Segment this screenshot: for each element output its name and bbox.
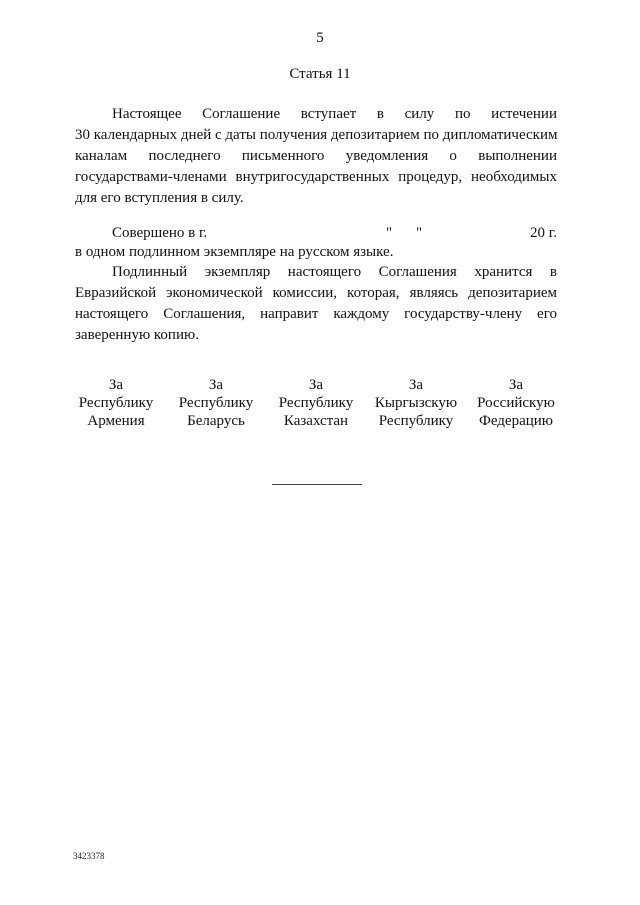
signature-country-line1: Республику [178,395,254,411]
paragraph-line: для его вступления в силу. [75,190,244,206]
entry-into-force-paragraph [75,104,557,209]
signature-country-line1: Российскую [477,395,555,411]
date-quote-open: " [386,225,393,241]
signature-belarus [166,376,266,430]
document-code: 3423378 [73,851,105,861]
signature-country-line2: Армения [87,413,145,429]
signature-for: За [408,377,424,393]
signature-country-line2: Беларусь [187,413,245,429]
page-number: 5 [316,30,324,46]
signature-country-line2: Федерацию [478,413,554,429]
language-line: в одном подлинном экземпляре на русском языке. [75,244,394,260]
paragraph-line: заверенную копию. [75,327,199,343]
date-quote-close: " [416,225,423,241]
signature-country-line2: Республику [378,413,454,429]
signature-for: За [208,377,224,393]
paragraph-line: настоящего Соглашения, направит каждому государству-члену его [75,306,557,322]
signature-country-line1: Республику [78,395,154,411]
paragraph-line: Евразийской экономической комиссии, которая, являясь депозитарием [75,285,557,301]
paragraph-line: Настоящее Соглашение вступает в силу по истечении [112,106,557,122]
signature-blocks [66,376,566,430]
year-text: 20 г. [530,225,557,241]
done-at-text: Совершено в г. [112,225,208,241]
signature-country-line1: Кыргызскую [374,395,458,411]
paragraph-line: каналам последнего письменного уведомления о выполнении [75,148,557,164]
article-title: Статья 11 [289,66,351,82]
depositary-paragraph [75,262,557,346]
signature-country-line2: Казахстан [283,413,349,429]
paragraph-line: государствами-членами внутригосударственных процедур, необходимых [75,169,557,185]
signature-for: За [308,377,324,393]
signature-russia [466,376,566,430]
paragraph-line: 30 календарных дней с даты получения депозитарием по дипломатическим [75,127,558,143]
signature-kazakhstan [266,376,366,430]
signature-kyrgyzstan [366,376,466,430]
signature-for: За [108,377,124,393]
done-at-line [112,223,557,244]
paragraph-line: Подлинный экземпляр настоящего Соглашения хранится в [112,264,557,280]
end-divider [272,484,362,485]
signature-country-line1: Республику [278,395,354,411]
signature-for: За [508,377,524,393]
signature-armenia [66,376,166,430]
